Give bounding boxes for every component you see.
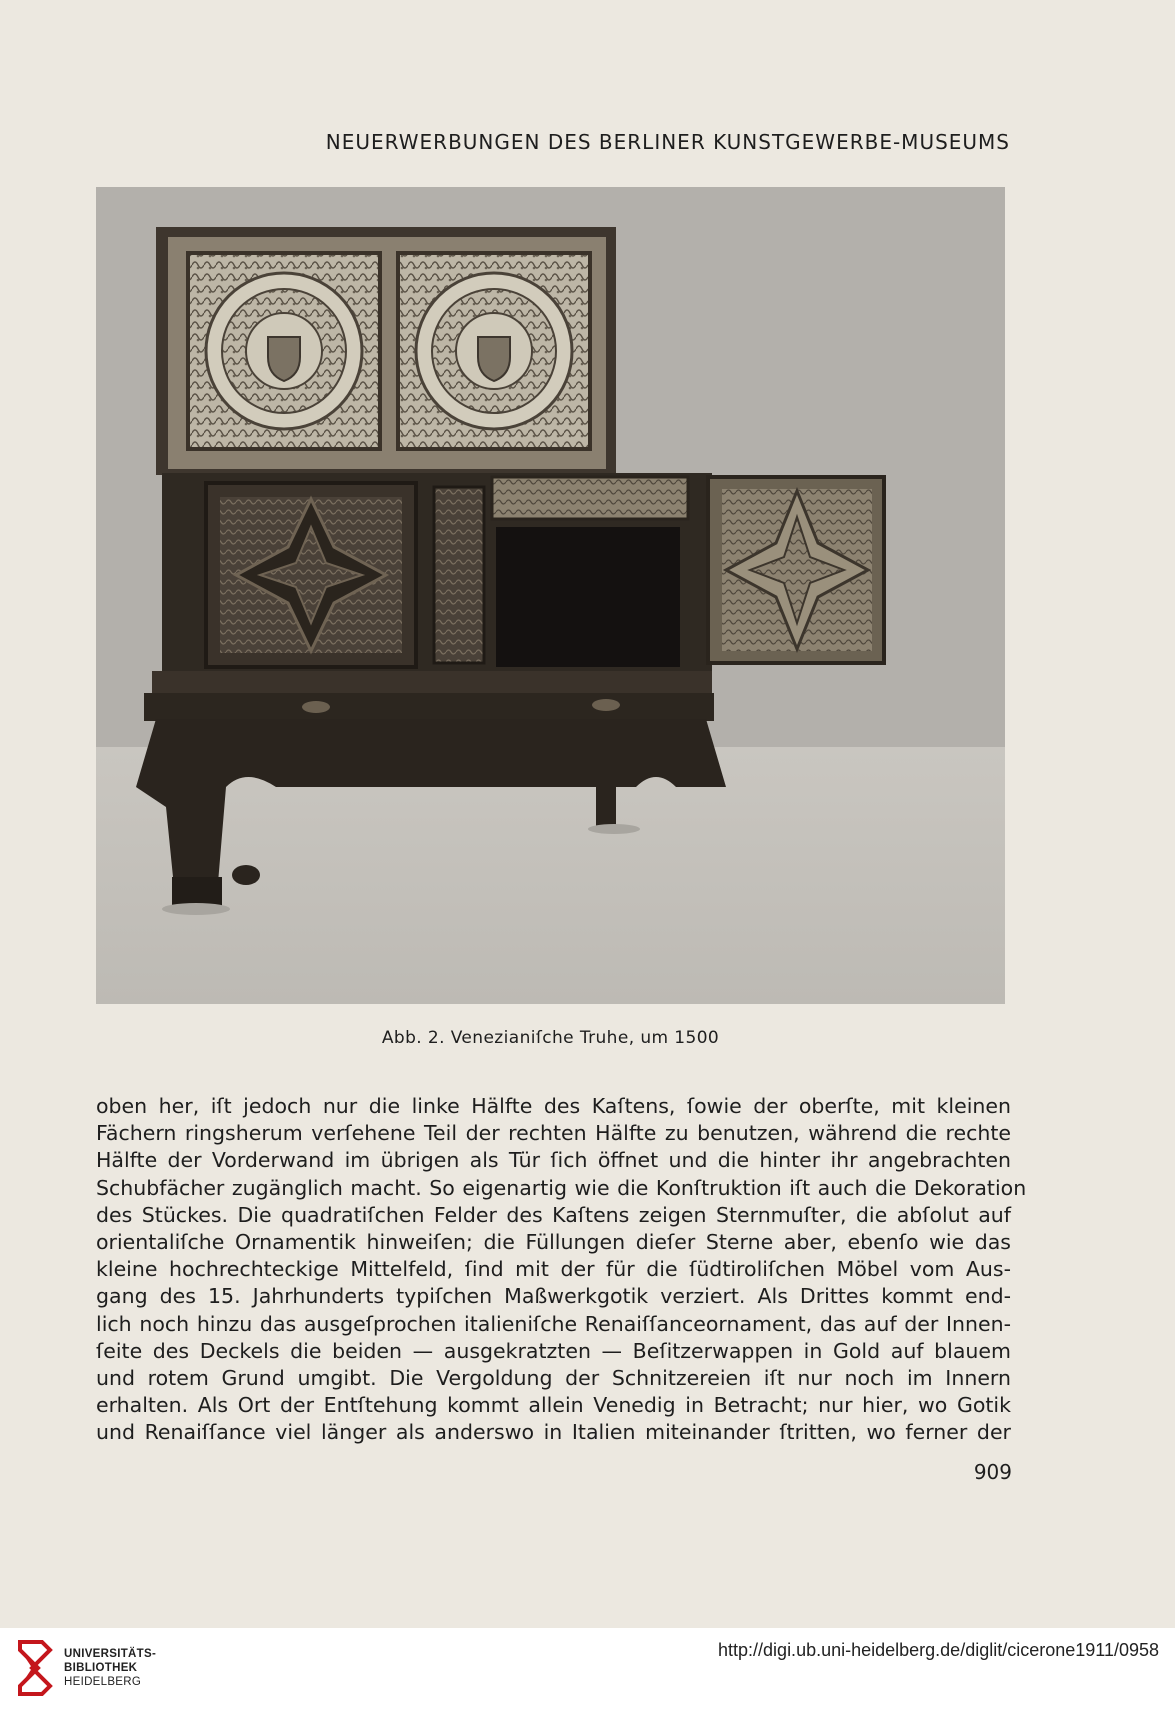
body-text	[96, 1093, 1027, 1446]
text-line: und Renaiſſance viel länger als anderswo in Italien miteinander ſtritten, wo ferner der	[96, 1420, 1011, 1445]
library-logo-icon	[12, 1636, 58, 1698]
text-line: Fächern ringsherum verſehene Teil der rechten Hälfte zu benutzen, während die rechte	[96, 1121, 1011, 1146]
text-line: orientaliſche Ornamentik hinweiſen; die Füllungen dieſer Sterne aber, ebenſo wie das	[96, 1229, 1011, 1254]
text-line: des Stückes. Die quadratiſchen Felder des Kaſtens zeigen Sternmuſter, die abſolut auf	[96, 1202, 1011, 1227]
text-line: gang des 15. Jahrhunderts typiſchen Maßwerkgotik verziert. Als Drittes kommt end-	[96, 1284, 1011, 1309]
text-line: erhalten. Als Ort der Entſtehung kommt allein Venedig in Betracht; nur hier, wo Gotik	[96, 1393, 1011, 1418]
digitization-footer	[0, 1628, 1175, 1711]
text-line: oben her, iſt jedoch nur die linke Hälfte des Kaſtens, ſowie der oberſte, mit kleinen	[96, 1094, 1011, 1118]
library-name-line: BIBLIOTHEK	[64, 1662, 138, 1674]
figure-caption: Abb. 2. Venezianiſche Truhe, um 1500	[381, 1028, 720, 1048]
text-line: Schubfächer zugänglich macht. So eigenartig wie die Konſtruktion iſt auch die Dekoration	[96, 1175, 1027, 1200]
text-line: lich noch hinzu das ausgeſprochen italieniſche Renaiſſanceornament, das auf der Innen-	[96, 1311, 1011, 1336]
figure-photo	[96, 187, 1005, 1004]
text-line: Hälfte der Vorderwand im übrigen als Tür ſich öffnet und die hinter ihr angebrachten	[96, 1148, 1011, 1173]
library-name-line: HEIDELBERG	[64, 1676, 142, 1688]
source-url-link[interactable]: http://digi.ub.uni-heidelberg.de/diglit/cicerone1911/0958	[718, 1640, 1159, 1660]
page-number: 909	[973, 1460, 1012, 1484]
library-name-line: UNIVERSITÄTS-	[64, 1648, 157, 1660]
text-line: kleine hochrechteckige Mittelfeld, ſind mit der für die ſüdtiroliſchen Möbel vom Aus-	[96, 1257, 1011, 1282]
running-title: NEUERWERBUNGEN DES BERLINER KUNSTGEWERBE-MUSEUMS	[325, 130, 1010, 154]
venetian-chest-illustration	[96, 187, 1005, 1004]
text-line: ſeite des Deckels die beiden — ausgekratzten — Beſitzerwappen in Gold auf blauem	[96, 1338, 1011, 1363]
text-line: und rotem Grund umgibt. Die Vergoldung der Schnitzereien iſt nur noch im Innern	[96, 1365, 1011, 1390]
